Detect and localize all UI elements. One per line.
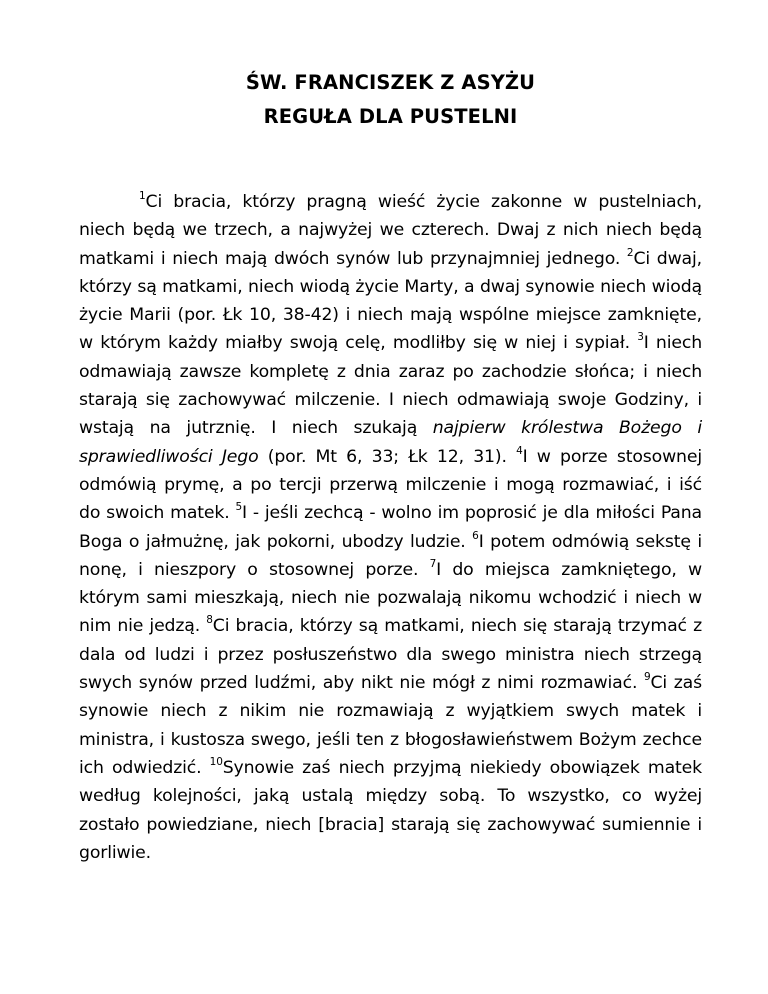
verse-text: Ci bracia, którzy pragną wieść życie zakonne w pustelniach, niech będą we trzech, a najwyżej we czterech. Dwaj z nich niech będą matkami i niech mają dwóch synów lub przynajmniej jednego. (79, 192, 702, 269)
verse-number: 5 (235, 501, 243, 514)
verse-text: I potem odmówią sekstę i nonę, i nieszpory o stosownej porze. (79, 531, 702, 580)
verse-text: I niech odmawiają zawsze kompletę z dnia zaraz po zachodzie słońca; i niech starają się zachowywać milczenie. I niech odmawiają swoje Godziny, i wstają na jutrznię. I niech szukają (79, 333, 702, 439)
verse-number: 3 (637, 331, 644, 344)
verse-text: I w porze stosownej odmówią prymę, a po tercji przerwą milczenie i mogą rozmawiać, i iść do swoich matek. (79, 446, 702, 524)
verse-number: 2 (626, 246, 634, 259)
verse-number: 7 (429, 557, 437, 570)
verse-number: 1 (139, 190, 146, 202)
verse-number: 10 (209, 755, 223, 768)
rule-paragraph (79, 188, 702, 867)
verse-text: Ci bracia, którzy są matkami, niech się starają trzymać z dala od ludzi i przez posłuszeństwo dla swego ministra niech strzegą swych synów przed ludźmi, aby nikt nie mógł z nimi rozmawiać. (79, 616, 702, 694)
title-block (79, 66, 702, 134)
verse-text: I do miejsca zamkniętego, w którym sami mieszkają, niech nie pozwalają nikomu wchodzić i niech w nim nie jedzą. (79, 559, 703, 637)
verse-text: Ci dwaj, którzy są matkami, niech wiodą życie Marty, a dwaj synowie niech wiodą życie Marii (por. Łk 10, 38-42) i niech mają wspólne miejsce zamknięte, w którym każdy miałby swoją celę, modliłby się w niej i sypiał. (79, 248, 702, 354)
verse-text: I - jeśli zechcą - wolno im poprosić je dla miłości Pana Boga o jałmużnę, jak pokorni, ubodzy ludzie. (79, 503, 702, 552)
verse-number: 4 (516, 444, 523, 457)
verse-number: 8 (206, 614, 213, 627)
verse-number: 6 (472, 529, 479, 542)
verse-text: Ci zaś synowie niech z nikim nie rozmawiają z wyjątkiem swych matek i ministra, i kustosza swego, jeśli ten z błogosławieństwem Bożym zechce ich odwiedzić. (79, 673, 702, 778)
document-title: ŚW. FRANCISZEK Z ASYŻU (245, 71, 536, 94)
scripture-quote: najpierw królestwa Bożego i sprawiedliwości Jego (79, 418, 702, 467)
verse-text: (por. Mt 6, 33; Łk 12, 31). (258, 446, 517, 467)
verse-number: 9 (643, 671, 651, 684)
verse-text: Synowie zaś niech przyjmą niekiedy obowiązek matek według kolejności, jaką ustalą między sobą. To wszystko, co wyżej zostało powiedziane, niech [bracia] starają się zachowywać sumiennie i gorliwie. (79, 757, 702, 863)
document-subtitle: REGUŁA DLA PUSTELNI (263, 105, 518, 128)
